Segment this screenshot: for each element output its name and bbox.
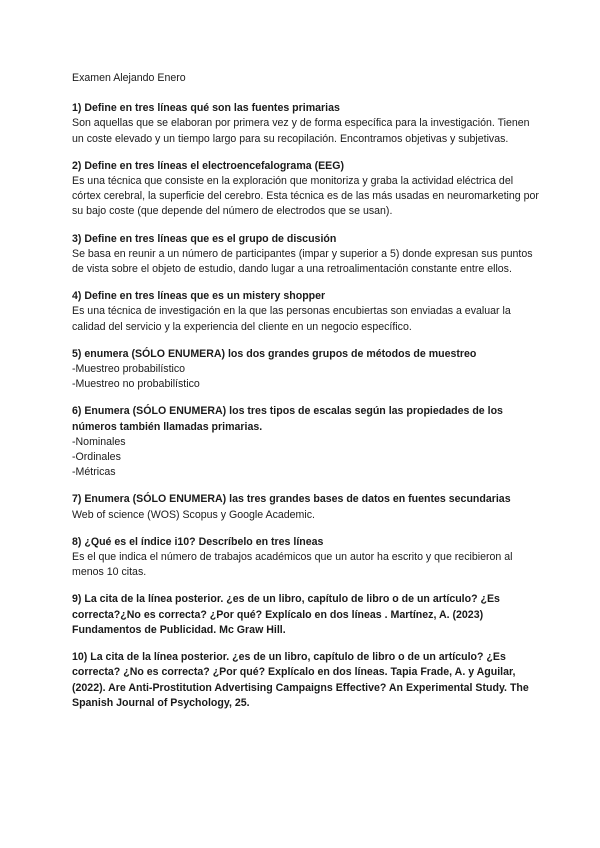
question-6 [72, 404, 542, 480]
question-answer: Es el que indica el número de trabajos académicos que un autor ha escrito y que recibieron al menos 10 citas. [72, 551, 513, 579]
list-item: -Métricas [72, 466, 116, 479]
question-heading: 8) ¿Qué es el índice i10? Descríbelo en tres líneas [72, 535, 324, 548]
question-3 [72, 232, 542, 278]
document-page [72, 71, 542, 723]
question-8 [72, 535, 542, 581]
list-item: -Ordinales [72, 451, 121, 464]
question-answer: Es una técnica que consiste en la exploración que monitoriza y graba la actividad eléctrica del córtex cerebral, la superficie del cerebro. Esta técnica es de las más usadas en neuromarketing por su bajo coste (que depende del número de electrodos que se usan). [72, 175, 539, 218]
question-answer: Son aquellas que se elaboran por primera vez y de forma específica para la investigación. Tienen un coste elevado y un tiempo largo para su recopilación. Encontramos objetivas y subjetivas. [72, 117, 530, 145]
question-heading: 7) Enumera (SÓLO ENUMERA) las tres grandes bases de datos en fuentes secundarias [72, 493, 511, 506]
question-heading: 1) Define en tres líneas qué son las fuentes primarias [72, 102, 340, 115]
question-5 [72, 347, 542, 393]
question-heading: 3) Define en tres líneas que es el grupo de discusión [72, 232, 337, 245]
question-9 [72, 592, 542, 638]
question-10 [72, 650, 542, 711]
document-title: Examen Alejando Enero [72, 72, 186, 84]
question-heading: 4) Define en tres líneas que es un mistery shopper [72, 290, 326, 303]
list-item: -Nominales [72, 435, 126, 448]
question-answer: Web of science (WOS) Scopus y Google Academic. [72, 508, 315, 521]
answer-list [72, 435, 542, 481]
question-heading: 6) Enumera (SÓLO ENUMERA) los tres tipos de escalas según las propiedades de los números también llamadas primarias. [72, 405, 503, 433]
question-1 [72, 101, 542, 147]
question-2 [72, 159, 542, 220]
question-heading: 10) La cita de la línea posterior. ¿es de un libro, capítulo de libro o de un artículo? ¿Es correcta? ¿No es correcta? ¿Por qué? Explícalo en dos líneas. Tapia Frade, A. y Aguilar, (2022). Are Anti-Prostitution Advertising Campaigns Effective? An Experimental Study. The Spanish Journal of Psychology, 25. [72, 651, 529, 709]
question-7 [72, 492, 542, 522]
question-answer: Se basa en reunir a un número de participantes (impar y superior a 5) donde expresan sus puntos de vista sobre el objeto de estudio, dando lugar a una retroalimentación constante entre ellos. [72, 247, 533, 276]
question-heading: 2) Define en tres líneas el electroencefalograma (EEG) [72, 159, 345, 172]
list-item: -Muestreo probabilístico [72, 363, 186, 376]
list-item: -Muestreo no probabilístico [72, 378, 200, 391]
answer-list [72, 362, 542, 392]
question-heading: 5) enumera (SÓLO ENUMERA) los dos grandes grupos de métodos de muestreo [72, 347, 477, 360]
question-answer: Es una técnica de investigación en la que las personas encubiertas son enviadas a evaluar la calidad del servicio y la experiencia del cliente en un negocio específico. [72, 305, 511, 333]
question-heading: 9) La cita de la línea posterior. ¿es de un libro, capítulo de libro o de un artículo? ¿Es correcta?¿No es correcta? ¿Por qué? Explícalo en dos líneas . Martínez, A. (2023) Fundamentos de Publicidad. Mc Graw Hill. [72, 593, 500, 636]
question-4 [72, 289, 542, 335]
